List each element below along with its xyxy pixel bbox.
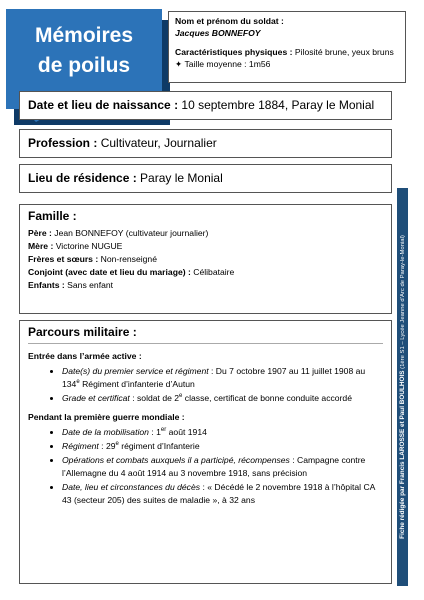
logo-line-2: de poilus: [37, 54, 131, 77]
operations-label: Opérations et combats auxquels il a participé, récompenses: [62, 455, 290, 465]
physical-value: Pilosité brune, yeux bruns: [294, 47, 394, 57]
service-label: Date(s) du premier service et régiment: [62, 366, 209, 376]
credit-rest: (1ère S1 – Lycée Jeanne d’Arc de Paray-le-Monial): [400, 235, 406, 369]
service-value: : Du 7 octobre 1907 au 11 juillet 1908 au 134: [62, 366, 366, 389]
war-list: [28, 426, 383, 507]
birth-row: [19, 91, 392, 120]
mobilisation-value-a: : 1: [151, 427, 161, 437]
profession-value: Cultivateur, Journalier: [100, 136, 217, 150]
credit-bold: Fiche rédigée par Francis LAROSSE et Paul BOULHOIS: [399, 370, 406, 539]
list-item-operations: [62, 454, 383, 480]
credit-text: [397, 188, 408, 586]
profession-label: Profession :: [28, 136, 98, 150]
list-item-mobilisation: [62, 426, 383, 439]
spouse-label: Conjoint (avec date et lieu du mariage) :: [28, 267, 191, 277]
grade-value-a: : soldat de 2: [132, 393, 180, 403]
father-value: Jean BONNEFOY (cultivateur journalier): [54, 228, 209, 238]
physical-label: Caractéristiques physiques :: [175, 47, 293, 57]
military-title: Parcours militaire :: [28, 325, 137, 339]
siblings-value: Non-renseigné: [100, 254, 157, 264]
active-heading: Entrée dans l’armée active :: [28, 351, 142, 361]
active-list: [28, 365, 383, 405]
children-label: Enfants :: [28, 280, 65, 290]
mother-value: Victorine NUGUE: [55, 241, 123, 251]
children-value: Sans enfant: [67, 280, 114, 290]
physical-line: [175, 47, 399, 59]
death-value: : « Décédé le 2 novembre 1918 à l’hôpital CA 43 (secteur 205) des suites de maladie », à 32 ans: [62, 482, 375, 505]
family-title: Famille :: [28, 209, 77, 223]
grade-sup: e: [179, 393, 183, 400]
mother-line: [28, 240, 383, 253]
name-value: Jacques BONNEFOY: [175, 27, 261, 38]
grade-label: Grade et certificat: [62, 393, 130, 403]
spouse-value: Célibataire: [193, 267, 235, 277]
regiment-value-b: régiment d’Infanterie: [121, 441, 200, 451]
regiment-sup: e: [115, 441, 119, 448]
identity-box: [168, 11, 406, 83]
military-box: [19, 320, 392, 584]
height-line: [175, 59, 399, 71]
residence-value: Paray le Monial: [140, 171, 223, 185]
mobilisation-sup: er: [160, 427, 167, 434]
regiment-label: Régiment: [62, 441, 99, 451]
birth-value: 10 septembre 1884, Paray le Monial: [181, 98, 375, 112]
list-item-service: [62, 365, 383, 391]
siblings-line: [28, 253, 383, 266]
father-line: [28, 227, 383, 240]
regiment-value-a: : 29: [101, 441, 116, 451]
family-box: [19, 204, 392, 314]
height-value: Taille moyenne : 1m56: [184, 58, 271, 69]
service-value-2: Régiment d’infanterie d’Autun: [82, 379, 195, 389]
grade-value-b: classe, certificat de bonne conduite accordé: [184, 393, 352, 403]
logo-line-1: Mémoires: [34, 24, 134, 47]
war-heading: Pendant la première guerre mondiale :: [28, 412, 185, 422]
profession-row: [19, 129, 392, 158]
divider: [28, 343, 383, 344]
list-item-regiment: [62, 440, 383, 453]
star-bullet-icon: ✦: [175, 58, 183, 69]
list-item-death: [62, 481, 383, 507]
siblings-label: Frères et sœurs :: [28, 254, 99, 264]
spouse-line: [28, 266, 383, 279]
children-line: [28, 279, 383, 292]
death-label: Date, lieu et circonstances du décès: [62, 482, 201, 492]
residence-label: Lieu de résidence :: [28, 171, 137, 185]
name-label: Nom et prénom du soldat :: [175, 16, 284, 26]
residence-row: [19, 164, 392, 193]
birth-label: Date et lieu de naissance :: [28, 98, 179, 112]
list-item-grade: [62, 392, 383, 405]
mother-label: Mère :: [28, 241, 54, 251]
mobilisation-value-b: août 1914: [168, 427, 207, 437]
father-label: Père :: [28, 228, 52, 238]
operations-value: : Campagne contre l’Allemagne du 4 août 1914 au 3 novembre 1918, sans précision: [62, 455, 366, 478]
service-sup: e: [76, 379, 80, 386]
mobilisation-label: Date de la mobilisation: [62, 427, 149, 437]
